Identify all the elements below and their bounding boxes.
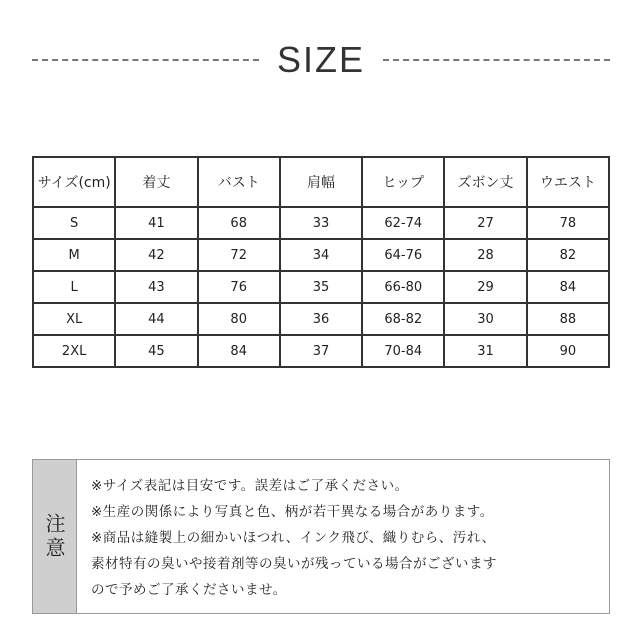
notice-line: ※生産の関係により写真と色、柄が若干異なる場合があります。 <box>91 504 494 520</box>
header-pants-length: ズボン丈 <box>444 157 526 207</box>
table-cell: 33 <box>280 207 362 239</box>
table-cell: 62-74 <box>362 207 444 239</box>
notice-line: ※商品は縫製上の細かいほつれ、インク飛び、織りむら、汚れ、 <box>91 530 496 546</box>
table-cell: 64-76 <box>362 239 444 271</box>
left-dashed-divider <box>32 59 259 61</box>
table-cell: 80 <box>198 303 280 335</box>
size-label: 2XL <box>33 335 115 367</box>
size-table <box>32 156 610 368</box>
notice-box <box>32 459 610 614</box>
table-cell: 84 <box>198 335 280 367</box>
table-cell: 88 <box>527 303 609 335</box>
table-cell: 72 <box>198 239 280 271</box>
table-cell: 66-80 <box>362 271 444 303</box>
table-cell: 37 <box>280 335 362 367</box>
header-shoulder: 肩幅 <box>280 157 362 207</box>
size-label: L <box>33 271 115 303</box>
table-cell: 82 <box>527 239 609 271</box>
table-cell: 70-84 <box>362 335 444 367</box>
table-cell: 84 <box>527 271 609 303</box>
table-row <box>33 207 609 239</box>
notice-heading-panel <box>33 460 77 613</box>
table-row <box>33 271 609 303</box>
size-label: XL <box>33 303 115 335</box>
notice-line: ※サイズ表記は目安です。誤差はご了承ください。 <box>91 478 409 494</box>
table-cell: 31 <box>444 335 526 367</box>
table-cell: 28 <box>444 239 526 271</box>
notice-line: ので予めご了承くださいませ。 <box>91 582 287 598</box>
table-cell: 29 <box>444 271 526 303</box>
notice-body <box>77 460 609 613</box>
table-cell: 68-82 <box>362 303 444 335</box>
header-bust: バスト <box>198 157 280 207</box>
table-cell: 68 <box>198 207 280 239</box>
table-cell: 41 <box>115 207 197 239</box>
size-label: S <box>33 207 115 239</box>
table-cell: 30 <box>444 303 526 335</box>
notice-heading: 注意 <box>42 512 66 561</box>
notice-line: 素材特有の臭いや接着剤等の臭いが残っている場合がございます <box>91 556 497 572</box>
table-row <box>33 335 609 367</box>
header-waist: ウエスト <box>527 157 609 207</box>
table-cell: 35 <box>280 271 362 303</box>
table-cell: 76 <box>198 271 280 303</box>
size-table-header-row <box>33 157 609 207</box>
table-row <box>33 303 609 335</box>
table-cell: 43 <box>115 271 197 303</box>
table-cell: 45 <box>115 335 197 367</box>
table-row <box>33 239 609 271</box>
table-cell: 27 <box>444 207 526 239</box>
page-title: SIZE <box>277 39 366 80</box>
header-size: サイズ(cm) <box>33 157 115 207</box>
table-cell: 78 <box>527 207 609 239</box>
table-cell: 44 <box>115 303 197 335</box>
right-dashed-divider <box>383 59 610 61</box>
size-label: M <box>33 239 115 271</box>
header-length: 着丈 <box>115 157 197 207</box>
header-hip: ヒップ <box>362 157 444 207</box>
table-cell: 36 <box>280 303 362 335</box>
title-row <box>32 38 610 82</box>
table-cell: 90 <box>527 335 609 367</box>
table-cell: 42 <box>115 239 197 271</box>
table-cell: 34 <box>280 239 362 271</box>
